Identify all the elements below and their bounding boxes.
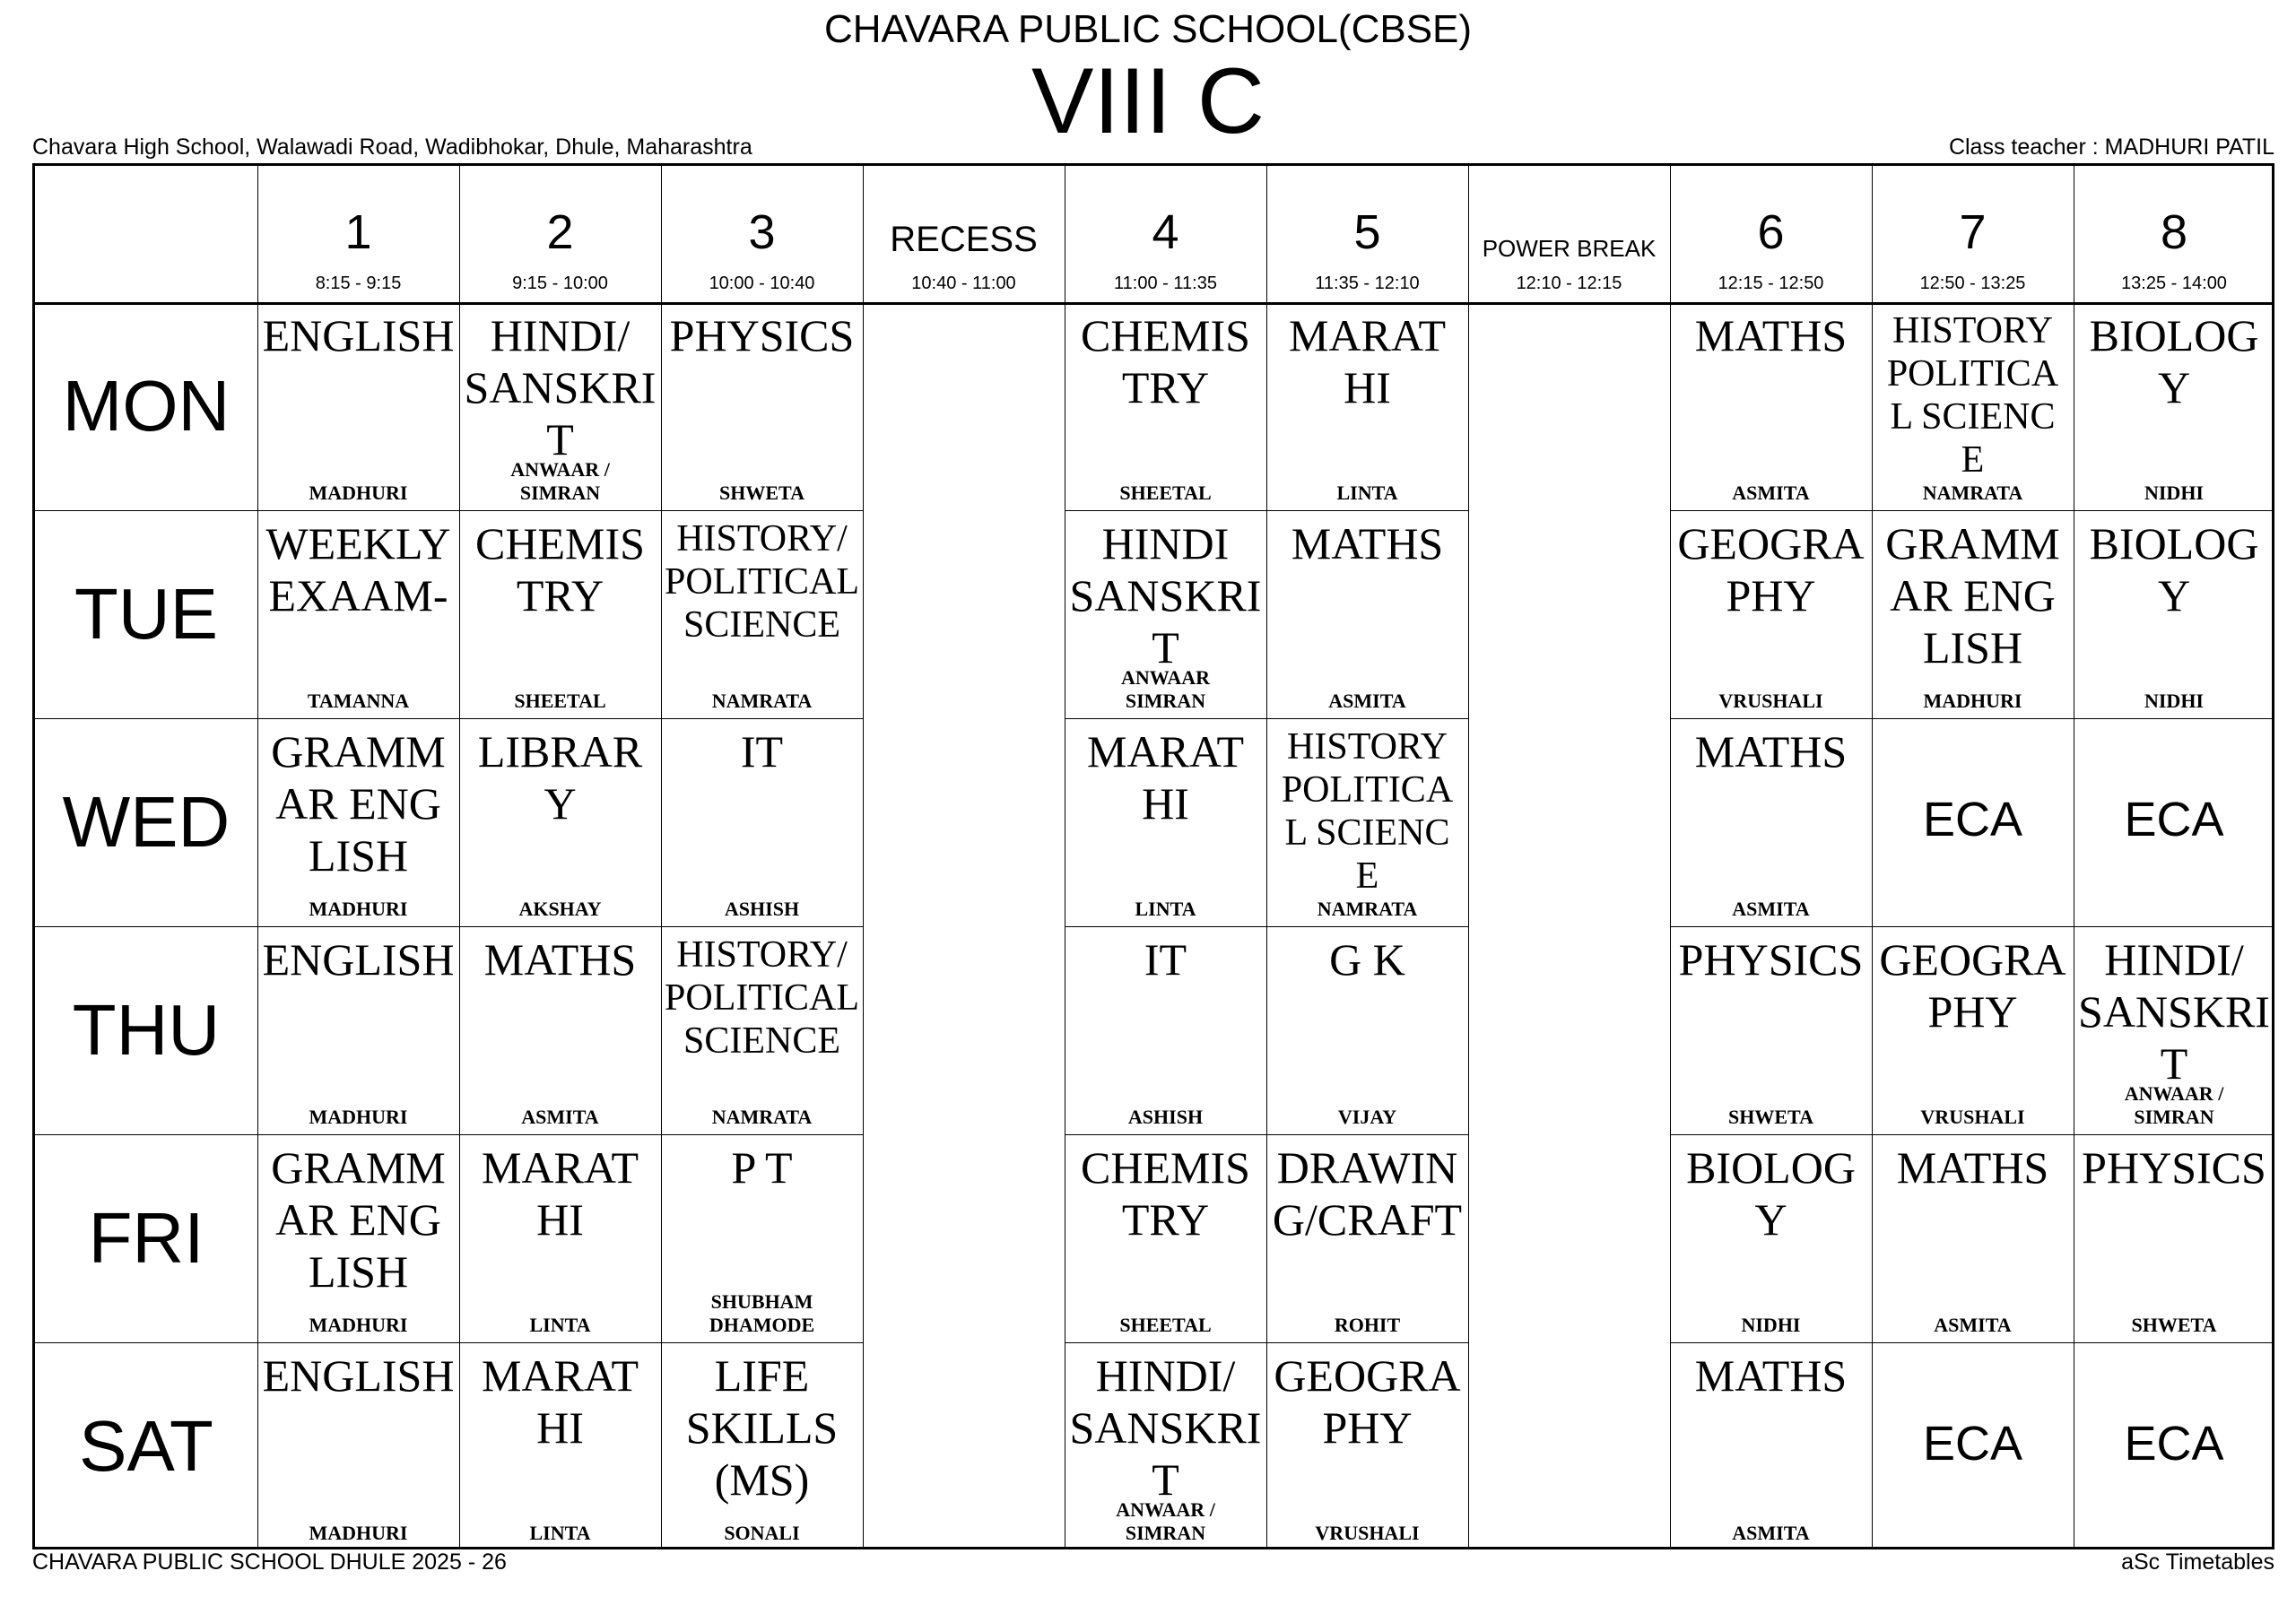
teacher-name: ASMITA xyxy=(1732,898,1810,920)
subject-name: MATHS xyxy=(1694,1350,1848,1401)
lesson-cell[interactable] xyxy=(1065,718,1266,926)
lesson-cell[interactable] xyxy=(2074,1342,2274,1550)
lesson-cell[interactable] xyxy=(1266,302,1468,510)
subject-name: ENGLISH xyxy=(262,310,455,360)
teacher-name: SHWETA xyxy=(719,482,804,504)
subject-name: MARAT HI xyxy=(1288,310,1447,412)
subject-name: PHYSICS xyxy=(669,310,855,360)
subject-name: MARAT HI xyxy=(481,1142,639,1245)
lesson-cell[interactable] xyxy=(1065,926,1266,1134)
lesson-cell[interactable] xyxy=(661,926,863,1134)
teacher-name: NAMRATA xyxy=(711,690,813,712)
teacher-name: VRUSHALI xyxy=(1718,690,1823,712)
lesson-cell[interactable] xyxy=(1670,926,1872,1134)
subject-name: BIOLOG Y xyxy=(2089,310,2259,412)
footer-credit: aSc Timetables xyxy=(2121,1549,2274,1575)
subject-name: DRAWIN G/CRAFT xyxy=(1272,1142,1463,1245)
lesson-cell[interactable] xyxy=(257,718,459,926)
period-label: 1 xyxy=(344,205,372,259)
lesson-cell[interactable] xyxy=(1266,926,1468,1134)
teacher-name: NAMRATA xyxy=(1922,482,2023,504)
lesson-cell[interactable] xyxy=(1670,718,1872,926)
day-label: FRI xyxy=(88,1198,204,1278)
teacher-name: NAMRATA xyxy=(711,1106,813,1128)
lesson-cell[interactable] xyxy=(2074,510,2274,718)
lesson-cell[interactable] xyxy=(1872,1134,2074,1342)
teacher-name: MADHURI xyxy=(309,898,408,920)
teacher-name: ASHISH xyxy=(1127,1106,1204,1128)
teacher-name: ASMITA xyxy=(1732,1522,1810,1544)
timetable-grid xyxy=(32,163,2274,1549)
period-label: RECESS xyxy=(890,220,1038,259)
subject-name: ENGLISH xyxy=(262,934,455,985)
lesson-cell[interactable] xyxy=(661,1134,863,1342)
lesson-cell[interactable] xyxy=(1065,1342,1266,1550)
grid-column-line xyxy=(863,166,864,1547)
lesson-cell[interactable] xyxy=(459,1342,661,1550)
subject-name: GRAMM AR ENG LISH xyxy=(1885,518,2060,673)
teacher-name: NIDHI xyxy=(1741,1314,1801,1336)
subject-name: HISTORY/ POLITICAL SCIENCE xyxy=(665,934,859,1062)
subject-name: GRAMM AR ENG LISH xyxy=(271,726,446,881)
teacher-name: ANWAAR / SIMRAN xyxy=(2124,1082,2224,1128)
period-label: 6 xyxy=(1757,205,1785,259)
teacher-name: SHEETAL xyxy=(1119,482,1212,504)
teacher-name: VIJAY xyxy=(1337,1106,1397,1128)
period-label: POWER BREAK xyxy=(1482,235,1657,262)
subject-name: HINDI/ SANSKRI T xyxy=(464,310,657,464)
subject-name: HINDI SANSKRI T xyxy=(1069,518,1262,673)
teacher-name: ANWAAR / SIMRAN xyxy=(1116,1498,1215,1544)
lesson-cell[interactable] xyxy=(1266,718,1468,926)
period-header xyxy=(863,166,1065,302)
teacher-name: SHWETA xyxy=(2131,1314,2217,1336)
activity-label: ECA xyxy=(2124,1417,2224,1471)
teacher-name: ASMITA xyxy=(521,1106,599,1128)
period-time: 12:50 - 13:25 xyxy=(1919,273,2026,293)
teacher-name: NAMRATA xyxy=(1317,898,1418,920)
subject-name: IT xyxy=(1144,934,1187,985)
activity-label: ECA xyxy=(1922,1417,2023,1471)
lesson-cell[interactable] xyxy=(257,1134,459,1342)
teacher-name: ASMITA xyxy=(1934,1314,2012,1336)
grid-column-line xyxy=(1468,166,1469,1547)
teacher-name: NIDHI xyxy=(2144,690,2204,712)
teacher-name: SHWETA xyxy=(1728,1106,1813,1128)
lesson-cell[interactable] xyxy=(1266,1134,1468,1342)
school-name: CHAVARA PUBLIC SCHOOL(CBSE) xyxy=(823,7,1473,51)
subject-name: LIBRAR Y xyxy=(477,726,643,829)
teacher-name: MADHURI xyxy=(309,1522,408,1544)
period-label: 5 xyxy=(1353,205,1381,259)
lesson-cell[interactable] xyxy=(1266,1342,1468,1550)
teacher-name: ANWAAR SIMRAN xyxy=(1121,666,1210,712)
period-time: 11:00 - 11:35 xyxy=(1114,273,1217,293)
subject-name: HISTORY POLITICA L SCIENC E xyxy=(1281,726,1454,897)
lesson-cell[interactable] xyxy=(459,510,661,718)
period-header xyxy=(257,166,459,302)
subject-name: MATHS xyxy=(1694,726,1848,777)
period-label: 4 xyxy=(1152,205,1179,259)
period-label: 7 xyxy=(1959,205,1987,259)
period-time: 11:35 - 12:10 xyxy=(1315,273,1420,293)
teacher-name: MADHURI xyxy=(309,482,408,504)
lesson-cell[interactable] xyxy=(257,510,459,718)
teacher-name: SHEETAL xyxy=(1119,1314,1212,1336)
subject-name: MATHS xyxy=(483,934,637,985)
subject-name: MATHS xyxy=(1896,1142,2049,1193)
lesson-cell[interactable] xyxy=(661,302,863,510)
teacher-name: LINTA xyxy=(529,1522,591,1544)
period-time: 12:15 - 12:50 xyxy=(1718,273,1824,293)
activity-label: ECA xyxy=(2124,793,2224,846)
subject-name: CHEMIS TRY xyxy=(1081,310,1250,412)
lesson-cell[interactable] xyxy=(1872,302,2074,510)
lesson-cell[interactable] xyxy=(1670,302,1872,510)
teacher-name: SONALI xyxy=(724,1522,800,1544)
day-label: MON xyxy=(62,366,230,446)
day-label: TUE xyxy=(74,574,218,654)
lesson-cell[interactable] xyxy=(257,1342,459,1550)
subject-name: LIFE SKILLS (MS) xyxy=(685,1350,839,1505)
subject-name: WEEKLY EXAAM- xyxy=(265,518,451,621)
teacher-name: VRUSHALI xyxy=(1315,1522,1420,1544)
teacher-name: ROHIT xyxy=(1334,1314,1401,1336)
lesson-cell[interactable] xyxy=(1872,510,2074,718)
teacher-name: LINTA xyxy=(1336,482,1398,504)
period-header xyxy=(1266,166,1468,302)
subject-name: IT xyxy=(740,726,784,777)
subject-name: BIOLOG Y xyxy=(2089,518,2259,621)
subject-name: CHEMIS TRY xyxy=(1081,1142,1250,1245)
activity-label: ECA xyxy=(1922,793,2023,846)
teacher-name: ANWAAR / SIMRAN xyxy=(510,458,610,504)
period-label: 2 xyxy=(546,205,574,259)
subject-name: G K xyxy=(1329,934,1405,985)
teacher-name: LINTA xyxy=(529,1314,591,1336)
lesson-cell[interactable] xyxy=(459,1134,661,1342)
teacher-name: VRUSHALI xyxy=(1920,1106,2025,1128)
teacher-name: LINTA xyxy=(1135,898,1196,920)
period-time: 10:00 - 10:40 xyxy=(709,273,815,293)
subject-name: HINDI/ SANSKRI T xyxy=(2078,934,2270,1089)
teacher-name: AKSHAY xyxy=(518,898,602,920)
period-header xyxy=(1670,166,1872,302)
subject-name: HISTORY/ POLITICAL SCIENCE xyxy=(665,518,859,646)
subject-name: GEOGRA PHY xyxy=(1274,1350,1461,1453)
lesson-cell[interactable] xyxy=(2074,926,2274,1134)
teacher-name: MADHURI xyxy=(309,1106,408,1128)
subject-name: GEOGRA PHY xyxy=(1879,934,2066,1037)
teacher-name: TAMANNA xyxy=(307,690,410,712)
day-label: SAT xyxy=(79,1406,213,1486)
lesson-cell[interactable] xyxy=(1670,1342,1872,1550)
subject-name: ENGLISH xyxy=(262,1350,455,1401)
subject-name: CHEMIS TRY xyxy=(475,518,645,621)
lesson-cell[interactable] xyxy=(1872,926,2074,1134)
lesson-cell[interactable] xyxy=(661,510,863,718)
period-header xyxy=(2074,166,2274,302)
footer-school-year: CHAVARA PUBLIC SCHOOL DHULE 2025 - 26 xyxy=(32,1549,507,1575)
class-teacher: Class teacher : MADHURI PATIL xyxy=(1948,135,2274,160)
day-label: THU xyxy=(72,990,221,1070)
subject-name: GEOGRA PHY xyxy=(1677,518,1865,621)
lesson-cell[interactable] xyxy=(1670,510,1872,718)
subject-name: PHYSICS xyxy=(1678,934,1864,985)
day-label: WED xyxy=(62,782,230,862)
teacher-name: ASHISH xyxy=(724,898,800,920)
teacher-name: ASMITA xyxy=(1732,482,1810,504)
period-header xyxy=(1468,166,1670,302)
period-label: 8 xyxy=(2160,205,2188,259)
subject-name: HINDI/ SANSKRI T xyxy=(1069,1350,1262,1505)
period-time: 12:10 - 12:15 xyxy=(1516,273,1622,293)
lesson-cell[interactable] xyxy=(661,1342,863,1550)
subject-name: MATHS xyxy=(1694,310,1848,360)
period-time: 8:15 - 9:15 xyxy=(315,273,402,293)
teacher-name: SHEETAL xyxy=(514,690,606,712)
period-label: 3 xyxy=(748,205,776,259)
lesson-cell[interactable] xyxy=(1065,1134,1266,1342)
lesson-cell[interactable] xyxy=(1670,1134,1872,1342)
lesson-cell[interactable] xyxy=(459,718,661,926)
subject-name: MARAT HI xyxy=(1086,726,1245,829)
subject-name: PHYSICS xyxy=(2082,1142,2266,1193)
period-time: 9:15 - 10:00 xyxy=(512,273,608,293)
subject-name: GRAMM AR ENG LISH xyxy=(271,1142,446,1297)
lesson-cell[interactable] xyxy=(459,926,661,1134)
teacher-name: ASMITA xyxy=(1328,690,1406,712)
lesson-cell[interactable] xyxy=(1065,302,1266,510)
school-address: Chavara High School, Walawadi Road, Wadibhokar, Dhule, Maharashtra xyxy=(32,135,752,160)
lesson-cell[interactable] xyxy=(2074,718,2274,926)
subject-name: HISTORY POLITICA L SCIENC E xyxy=(1886,310,2059,481)
lesson-cell[interactable] xyxy=(1872,1342,2074,1550)
lesson-cell[interactable] xyxy=(257,926,459,1134)
lesson-cell[interactable] xyxy=(459,302,661,510)
subject-name: MATHS xyxy=(1291,518,1444,568)
lesson-cell[interactable] xyxy=(1872,718,2074,926)
lesson-cell[interactable] xyxy=(1065,510,1266,718)
period-header xyxy=(1872,166,2074,302)
subject-name: P T xyxy=(731,1142,793,1193)
period-time: 10:40 - 11:00 xyxy=(911,273,1016,293)
teacher-name: NIDHI xyxy=(2144,482,2204,504)
subject-name: MARAT HI xyxy=(481,1350,639,1453)
lesson-cell[interactable] xyxy=(1266,510,1468,718)
class-name: VIII C xyxy=(1031,49,1265,153)
lesson-cell[interactable] xyxy=(2074,1134,2274,1342)
teacher-name: MADHURI xyxy=(1923,690,2022,712)
teacher-name: MADHURI xyxy=(309,1314,408,1336)
lesson-cell[interactable] xyxy=(661,718,863,926)
subject-name: BIOLOG Y xyxy=(1686,1142,1856,1245)
teacher-name: SHUBHAM DHAMODE xyxy=(709,1290,815,1336)
lesson-cell[interactable] xyxy=(2074,302,2274,510)
period-header xyxy=(459,166,661,302)
period-header xyxy=(1065,166,1266,302)
lesson-cell[interactable] xyxy=(257,302,459,510)
period-header xyxy=(661,166,863,302)
period-time: 13:25 - 14:00 xyxy=(2121,273,2227,293)
